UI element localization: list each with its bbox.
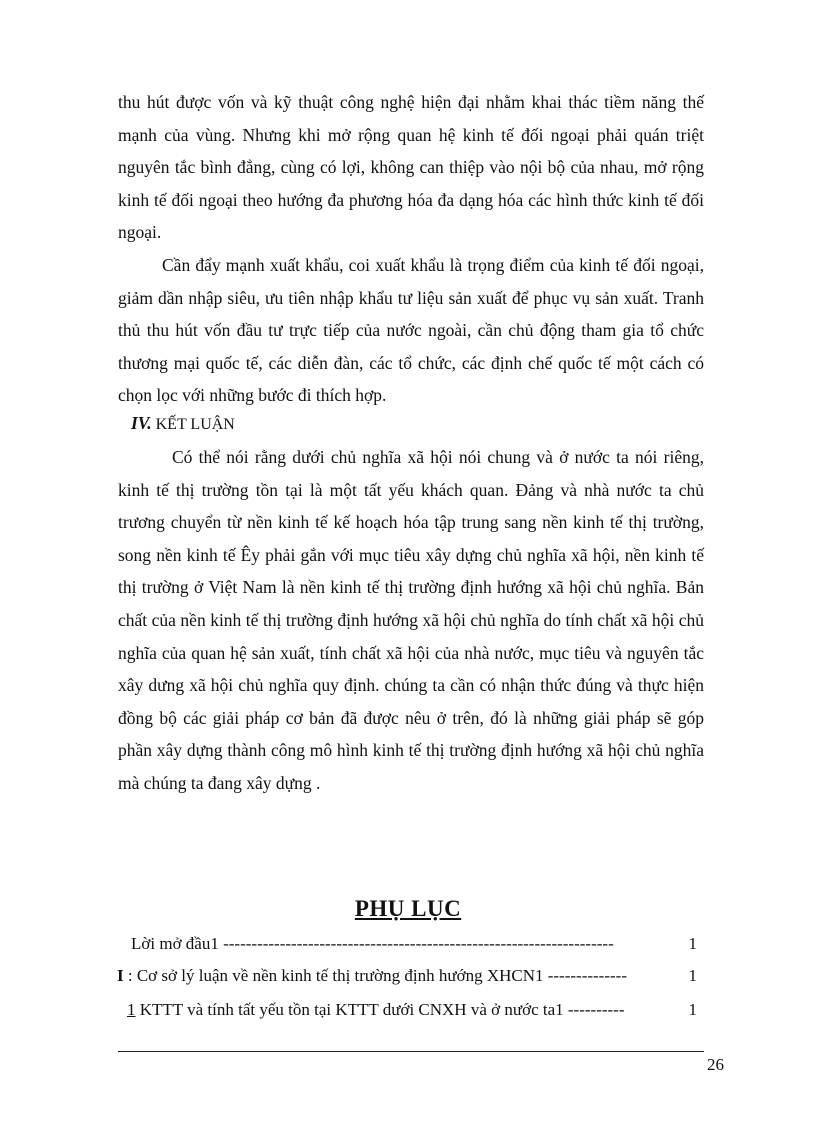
appendix-title: PHỤ LỤC	[354, 896, 462, 921]
body-paragraph: thu hút được vốn và kỹ thuật công nghệ hiện đại nhằm khai thác tiềm năng thế mạnh của vùng. Nhưng khi mở rộng quan hệ kinh tế đối ngoại phải quán triệt nguyên tắc bình đẳng, cùng có lợi, không can thiệp vào nội bộ của nhau, mở rộng kinh tế đối ngoại theo hướng đa phương hóa đa dạng hóa các hình thức kinh tế đối ngoại.	[118, 92, 704, 243]
footer-divider	[118, 1051, 704, 1052]
section-number: IV.	[131, 413, 152, 433]
page-number: 26	[707, 1055, 724, 1074]
toc-entry-text: Lời mở đầu1 ---------------------------------------------------------------------	[131, 934, 614, 953]
toc-entry-number: I	[117, 966, 124, 985]
toc-entry-page: 1	[688, 934, 697, 953]
body-paragraph: Có thể nói rằng dưới chủ nghĩa xã hội nói chung và ở nước ta nói riêng, kinh tế thị trường tồn tại là một tất yếu khách quan. Đảng và nhà nước ta chủ trương chuyển từ nền kinh tế kế hoạch hóa tập trung sang nền kinh tế thị trường, song nền kinh tế Êy phải gắn với mục tiêu xây dựng chủ nghĩa xã hội, nền kinh tế thị trường ở Việt Nam là nền kinh tế thị trường định hướng xã hội chủ nghĩa. Bản chất của nền kinh tế thị trường định hướng xã hội chủ nghĩa do tính chất xã hội chủ nghĩa của quan hệ sản xuất, tính chất xã hội của nhà nước, mục tiêu và nguyên tắc xây dưng xã hội chủ nghĩa quy định. chúng ta cần có nhận thức đúng và thực hiện đồng bộ các giải pháp cơ bản đã được nêu ở trên, đó là những giải pháp sẽ góp phần xây dựng thành công mô hình kinh tế thị trường định hướng xã hội chủ nghĩa mà chúng ta đang xây dựng .	[118, 447, 704, 793]
toc-entry-text: : Cơ sở lý luận về nền kinh tế thị trường định hướng XHCN1 --------------	[123, 966, 627, 985]
toc-entry[interactable]	[117, 964, 697, 988]
toc-entry-number: 1	[127, 1000, 136, 1019]
toc-entry[interactable]	[127, 998, 697, 1022]
toc-entry-page: 1	[688, 1000, 697, 1019]
toc-entry-text: KTTT và tính tất yếu tồn tại KTTT dưới CNXH và ở nước ta1 ----------	[135, 1000, 625, 1019]
section-title: KẾT LUẬN	[155, 416, 235, 433]
toc-entry[interactable]	[131, 932, 697, 956]
toc-entry-page: 1	[688, 966, 697, 985]
body-paragraph: Cần đẩy mạnh xuất khẩu, coi xuất khẩu là trọng điểm của kinh tế đối ngoại, giảm dần nhập siêu, ưu tiên nhập khẩu tư liệu sản xuất để phục vụ sản xuất. Tranh thủ thu hút vốn đầu tư trực tiếp của nước ngoài, cần chủ động tham gia tổ chức thương mại quốc tế, các diễn đàn, các tổ chức, các định chế quốc tế một cách có chọn lọc với những bước đi thích hợp.	[118, 255, 704, 406]
section-heading	[131, 411, 235, 437]
